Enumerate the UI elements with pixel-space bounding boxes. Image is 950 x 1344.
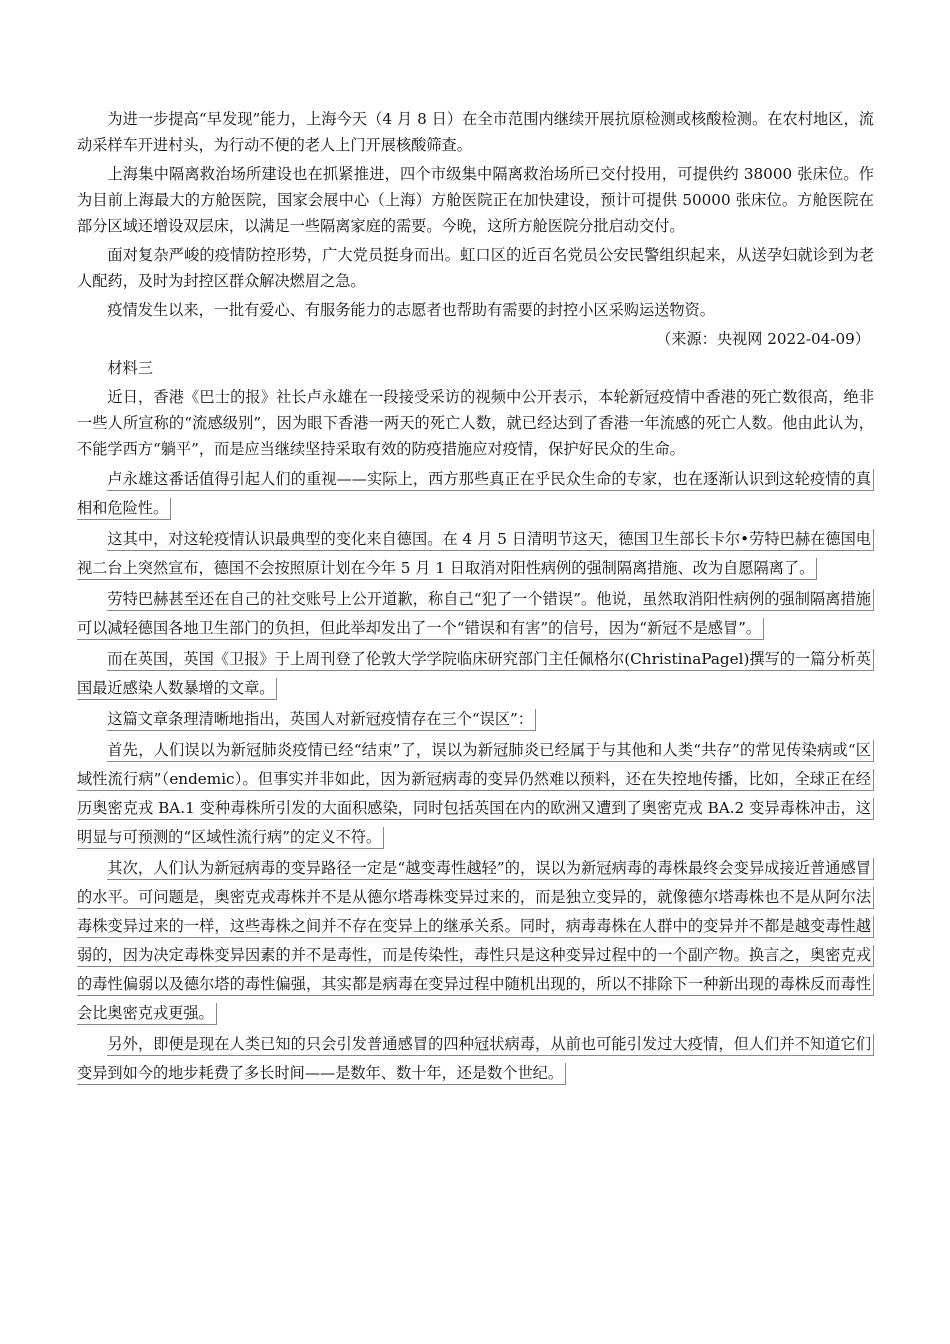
source-citation: （来源：央视网 2022-04-09） <box>656 330 870 348</box>
boxed-paragraph <box>77 1030 874 1088</box>
boxed-text: 卢永雄这番话值得引起人们的重视——实际上，西方那些真正在乎民众生命的专家，也在逐渐认识到这轮疫情的真相和危险性。 <box>77 469 874 520</box>
boxed-paragraph <box>77 525 874 583</box>
boxed-text: 其次，人们认为新冠病毒的变异路径一定是“越变毒性越轻”的，误以为新冠病毒的毒株最终会变异成接近普通感冒的水平。可问题是，奥密克戎毒株并不是从德尔塔毒株变异过来的，而是独立变异的，就像德尔塔毒株也不是从阿尔法毒株变异过来的一样，这些毒株之间并不存在变异上的继承关系。同时，病毒毒株在人群中的变异并不都是越变毒性越弱的，因为决定毒株变异因素的并不是毒性，而是传染性，毒性只是这种变异过程中的一个副产物。换言之，奥密克戎的毒性偏弱以及德尔塔的毒性偏强，其实都是病毒在变异过程中随机出现的，所以不排除下一种新出现的毒株反而毒性会比奥密克戎更强。 <box>77 858 874 1025</box>
material-label: 材料三 <box>107 359 153 377</box>
boxed-text: 这其中，对这轮疫情认识最典型的变化来自德国。在 4 月 5 日清明节这天，德国卫生部长卡尔•劳特巴赫在德国电视二台上突然宣布，德国不会按照原计划在今年 5 月 1 日取消对阳性病例的强制隔离措施、改为自愿隔离了。 <box>77 529 874 580</box>
document-body <box>77 106 874 1090</box>
boxed-text: 另外，即便是现在人类已知的只会引发普通感冒的四种冠状病毒，从前也可能引发过大疫情，但人们并不知道它们变异到如今的地步耗费了多长时间——是数年、数十年，还是数个世纪。 <box>77 1034 874 1085</box>
boxed-text: 首先，人们误以为新冠肺炎疫情已经“结束”了，误以为新冠肺炎已经属于与其他和人类“共存”的常见传染病或“区域性流行病”（endemic）。但事实并非如此，因为新冠病毒的变异仍然难以预料，还在失控地传播，比如，全球正在经历奥密克戎 BA.1 变种毒株所引发的大面积感染，同时包括英国在内的欧洲又遭到了奥密克戎 BA.2 变异毒株冲击，这明显与可预测的“区域性流行病”的定义不符。 <box>77 740 874 849</box>
paragraph: 面对复杂严峻的疫情防控形势，广大党员挺身而出。虹口区的近百名党员公安民警组织起来，从送孕妇就诊到为老人配药，及时为封控区群众解决燃眉之急。 <box>77 246 874 290</box>
paragraph: 近日，香港《巴士的报》社长卢永雄在一段接受采访的视频中公开表示，本轮新冠疫情中香港的死亡数很高，绝非一些人所宣称的“流感级别”，因为眼下香港一两天的死亡人数，就已经达到了香港一年流感的死亡人数。他由此认为，不能学西方“躺平”，而是应当继续坚持采取有效的防疫措施应对疫情，保护好民众的生命。 <box>77 388 874 458</box>
boxed-text: 这篇文章条理清晰地指出，英国人对新冠疫情存在三个“误区”： <box>107 709 536 731</box>
boxed-paragraph <box>77 854 874 1028</box>
paragraph: 为进一步提高“早发现”能力，上海今天（4 月 8 日）在全市范围内继续开展抗原检测或核酸检测。在农村地区，流动采样车开进村头，为行动不便的老人上门开展核酸筛查。 <box>77 110 874 154</box>
boxed-text: 劳特巴赫甚至还在自己的社交账号上公开道歉，称自己“犯了一个错误”。他说，虽然取消阳性病例的强制隔离措施可以减轻德国各地卫生部门的负担，但此举却发出了一个“错误和有害”的信号，因为“新冠不是感冒”。 <box>77 589 874 640</box>
boxed-paragraph <box>77 736 874 852</box>
boxed-text: 而在英国，英国《卫报》于上周刊登了伦敦大学学院临床研究部门主任佩格尔(ChristinaPagel)撰写的一篇分析英国最近感染人数暴增的文章。 <box>77 649 874 700</box>
boxed-paragraph <box>77 465 874 523</box>
paragraph: 上海集中隔离救治场所建设也在抓紧推进，四个市级集中隔离救治场所已交付投用，可提供约 38000 张床位。作为目前上海最大的方舱医院，国家会展中心（上海）方舱医院正在加快建设，预计可提供 50000 张床位。方舱医院在部分区域还增设双层床，以满足一些隔离家庭的需要。今晚，这所方舱医院分批启动交付。 <box>77 165 874 235</box>
boxed-paragraph <box>77 705 874 734</box>
boxed-paragraph <box>77 645 874 703</box>
boxed-paragraph <box>77 585 874 643</box>
paragraph: 疫情发生以来，一批有爱心、有服务能力的志愿者也帮助有需要的封控小区采购运送物资。 <box>107 301 715 319</box>
